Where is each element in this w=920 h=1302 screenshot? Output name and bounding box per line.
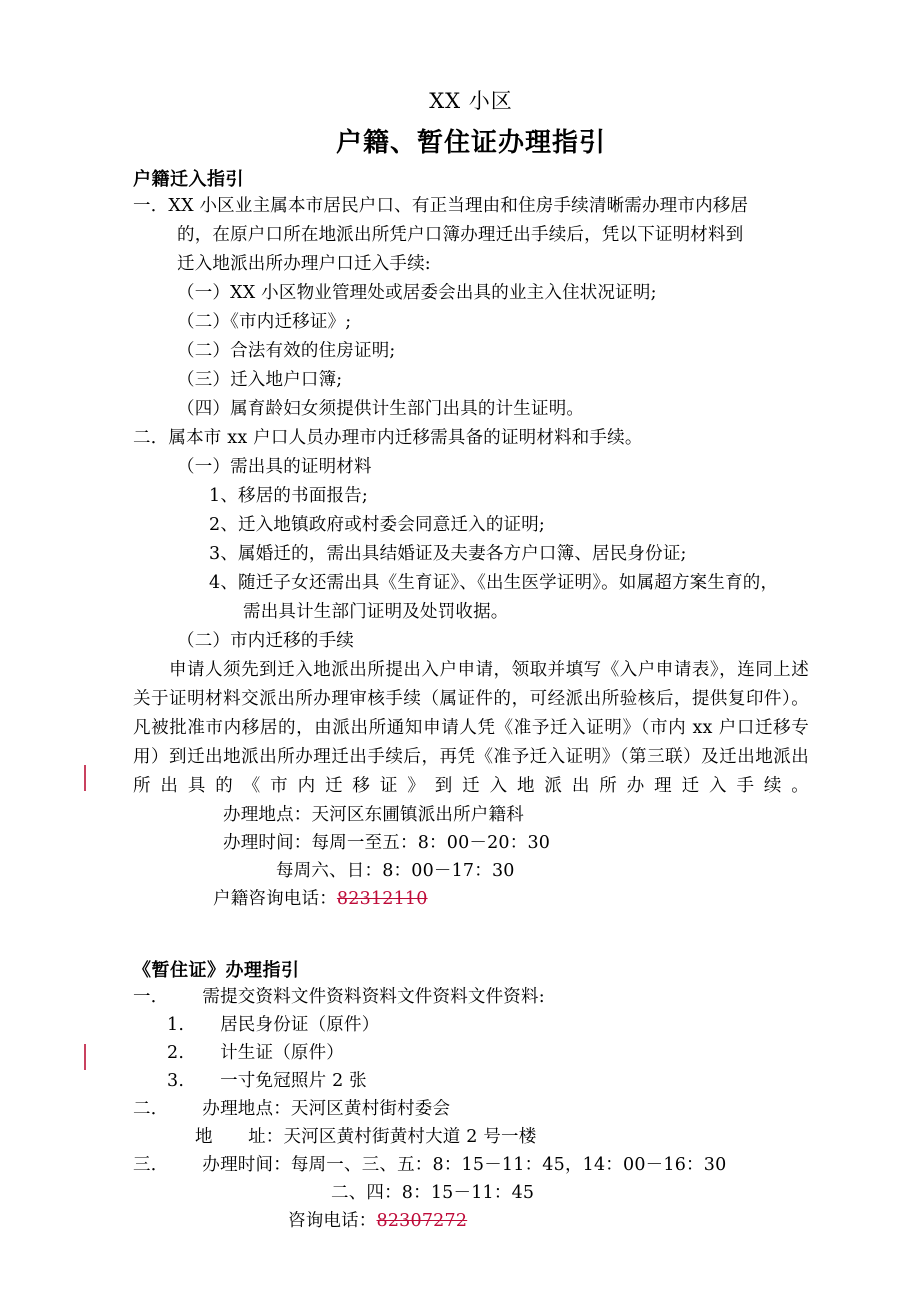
- household-item-2-sub-a-4-cont: 需出具计生部门证明及处罚收据。: [243, 602, 509, 622]
- temp-item-1-sub-1-text: 居民身份证（原件）: [220, 1015, 380, 1035]
- temp-item-3-label: 办理时间：: [202, 1155, 291, 1175]
- household-item-1-marker: 一．: [133, 196, 169, 216]
- temp-item-3-value-2: 二、四：8：15－11：45: [331, 1183, 535, 1203]
- household-item-2-sub-a-2: 2、迁入地镇政府或村委会同意迁入的证明;: [209, 515, 546, 535]
- household-item-1-sub-2: （二）《市内迁移证》;: [177, 312, 352, 332]
- temp-tel-value: 82307272: [376, 1211, 468, 1231]
- household-time-line-2: 每周六、日：8：00－17：30: [276, 861, 515, 881]
- household-time-label: 办理时间：: [223, 833, 312, 853]
- document-content: [133, 0, 809, 1235]
- household-location-label: 办理地点：: [223, 805, 312, 825]
- household-tel-value: 82312110: [336, 889, 428, 909]
- temp-item-1-sub-3: [133, 1067, 809, 1095]
- temp-address-line: [133, 1123, 809, 1151]
- household-tel-line: [133, 885, 809, 913]
- temp-item-1-sub-3-marker: 3.: [167, 1071, 185, 1091]
- household-item-2-marker: 二．: [133, 428, 169, 448]
- household-location-line: [133, 801, 809, 829]
- temp-item-1-sub-1-marker: 1.: [167, 1015, 185, 1035]
- household-tel-label: 户籍咨询电话：: [213, 889, 337, 909]
- temp-item-1-sub-1: [133, 1011, 809, 1039]
- temp-item-3-marker: 三．: [133, 1155, 169, 1175]
- household-item-2-sub-a-3: 3、属婚迁的，需出具结婚证及夫妻各方户口簿、居民身份证;: [209, 544, 687, 564]
- temp-tel-label: 咨询电话：: [288, 1211, 377, 1231]
- change-bar-temp-tel: [84, 1044, 86, 1070]
- temp-item-2-marker: 二．: [133, 1099, 169, 1119]
- temp-item-2-value: 天河区黄村街村委会: [290, 1099, 451, 1119]
- section-heading-temp-residence: 《暂住证》办理指引: [133, 960, 300, 981]
- household-time-line-1: [133, 829, 809, 857]
- temp-item-1-text: 需提交资料文件资料资料文件资料文件资料:: [202, 987, 545, 1007]
- household-item-2-sub-b-label: （二）市内迁移的手续: [177, 631, 354, 651]
- household-item-2-paragraph: 申请人须先到迁入地派出所提出入户申请，领取并填写《入户申请表》，连同上述关于证明材料交派出所办理审核手续（属证件的，可经派出所验核后，提供复印件）。凡被批准市内移居的，由派出所通知申请人凭《准予迁入证明》（市内 xx 户口迁移专用）到迁出地派出所办理迁出手续后，再凭《准予迁入证明》（第三联）及迁出地派出所出具的《市内迁移证》到迁入地派出所办理迁入手续。: [133, 660, 809, 796]
- household-item-2-sub-a-4: 4、随迁子女还需出具《生育证》、《出生医学证明》。如属超方案生育的，: [209, 573, 779, 593]
- household-item-1-sub-1: （一）XX 小区物业管理处或居委会出具的业主入住状况证明;: [177, 283, 657, 303]
- temp-item-1-marker: 一．: [133, 987, 169, 1007]
- temp-item-1-sub-2-marker: 2.: [167, 1043, 185, 1063]
- temp-item-2-label: 办理地点：: [202, 1099, 291, 1119]
- section-spacer: [133, 913, 809, 959]
- household-location-value: 天河区东圃镇派出所户籍科: [311, 805, 524, 825]
- household-item-1-line-3: 迁入地派出所办理户口迁入手续:: [177, 254, 431, 274]
- temp-item-3-line: [133, 1151, 809, 1179]
- temp-item-1-sub-2-text: 计生证（原件）: [220, 1043, 345, 1063]
- temp-address-label: 地 址：: [195, 1127, 284, 1147]
- household-item-2-title: [133, 424, 809, 453]
- temp-item-1-sub-3-text: 一寸免冠照片 2 张: [220, 1071, 367, 1091]
- household-item-1-sub-3: （二）合法有效的住房证明;: [177, 341, 396, 361]
- change-bar-household-tel: [84, 765, 86, 791]
- temp-item-2-line: [133, 1095, 809, 1123]
- document-title-line-2: 户籍、暂住证办理指引: [335, 128, 606, 158]
- household-item-1-line-2: 的，在原户口所在地派出所凭户口簿办理迁出手续后，凭以下证明材料到: [177, 225, 744, 245]
- section-heading-household: 户籍迁入指引: [133, 169, 244, 190]
- temp-item-1-sub-2: [133, 1039, 809, 1067]
- temp-tel-line: [133, 1207, 809, 1235]
- household-item-1-sub-4: （三）迁入地户口簿;: [177, 370, 343, 390]
- household-item-1-sub-5: （四）属育龄妇女须提供计生部门出具的计生证明。: [177, 399, 585, 419]
- household-item-2-sub-a-label: （一）需出具的证明材料: [177, 457, 372, 477]
- document-title-line-1: XX 小区: [429, 89, 513, 113]
- household-item-2-sub-a-1: 1、移居的书面报告;: [209, 486, 369, 506]
- household-item-1-line-1: [133, 192, 809, 221]
- temp-address-value: 天河区黄村街黄村大道 2 号一楼: [283, 1127, 537, 1147]
- temp-item-1-line: [133, 983, 809, 1011]
- household-item-2-text: 属本市 xx 户口人员办理市内迁移需具备的证明材料和手续。: [168, 428, 643, 448]
- temp-item-3-value-1: 每周一、三、五：8：15－11：45，14：00－16：30: [290, 1155, 727, 1175]
- household-item-1-text-1: XX 小区业主属本市居民户口、有正当理由和住房手续清晰需办理市内移居: [168, 196, 749, 216]
- household-time-value-1: 每周一至五：8：00－20：30: [311, 833, 551, 853]
